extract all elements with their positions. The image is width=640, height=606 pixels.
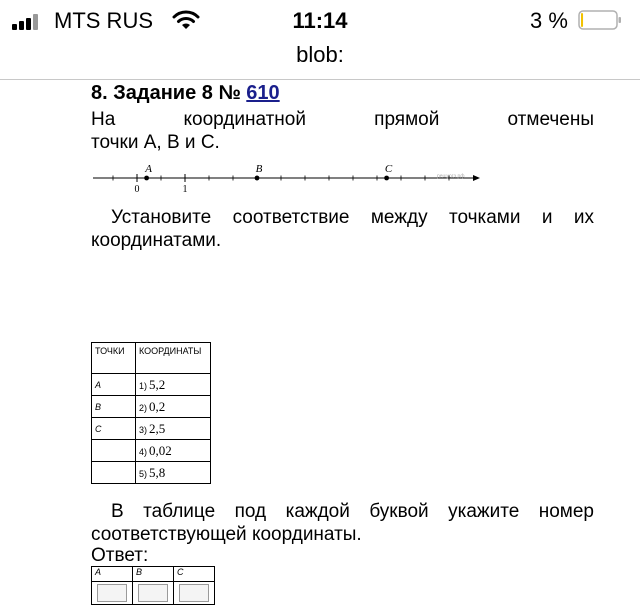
answer-header-a: A	[92, 567, 133, 582]
question-text: Установите соответствие между точками и их координатами.	[91, 207, 594, 251]
table-row	[92, 418, 211, 440]
intro-line-2: точки A, B и C.	[91, 132, 220, 153]
watermark: решуогэ.рф	[437, 173, 465, 180]
point-cell	[92, 440, 136, 462]
table-header-row	[92, 343, 211, 374]
answer-header-row	[92, 567, 215, 582]
task-content	[91, 80, 594, 252]
point-c	[384, 176, 389, 181]
answer-header-c: C	[174, 567, 215, 582]
carrier-name: MTS RUS	[54, 8, 153, 33]
battery-percentage: 3 %	[530, 8, 568, 33]
point-cell: C	[92, 418, 136, 440]
answer-input-b[interactable]	[138, 584, 168, 602]
table-row	[92, 440, 211, 462]
answer-label: Ответ:	[91, 545, 149, 566]
point-b	[255, 176, 260, 181]
point-cell: A	[92, 374, 136, 396]
clock: 11:14	[292, 8, 348, 33]
number-line-arrow	[473, 175, 480, 181]
coordinate-cell: 3) 2,5	[136, 418, 211, 440]
task-title	[91, 82, 594, 105]
battery-icon	[578, 10, 622, 30]
point-cell	[92, 462, 136, 484]
instruction-text: В таблице под каждой буквой укажите номер соответствующей координаты.	[91, 501, 594, 545]
point-label-c: C	[384, 163, 393, 175]
answer-input-a[interactable]	[97, 584, 127, 602]
address-bar[interactable]: blob:	[296, 42, 344, 67]
table-row	[92, 396, 211, 418]
point-label-a: A	[145, 163, 152, 175]
point-cell: B	[92, 396, 136, 418]
coordinate-cell: 1) 5,2	[136, 374, 211, 396]
header-coordinates: КООРДИНАТЫ	[136, 343, 211, 374]
answer-input-row	[92, 582, 215, 605]
point-label-b: B	[255, 163, 263, 175]
answer-header-b: B	[133, 567, 174, 582]
coordinate-cell: 5) 5,8	[136, 462, 211, 484]
coordinate-cell: 2) 0,2	[136, 396, 211, 418]
task-link[interactable]: 610	[246, 82, 280, 104]
status-bar	[0, 0, 640, 44]
answer-table	[91, 566, 215, 605]
tick-label: 0	[134, 184, 140, 192]
match-table	[91, 342, 211, 484]
task-number: 8. Задание 8 №	[91, 82, 247, 104]
answer-input-c[interactable]	[179, 584, 209, 602]
table-row	[92, 374, 211, 396]
tick-label: 1	[182, 184, 188, 192]
table-row	[92, 462, 211, 484]
point-a	[144, 176, 149, 181]
header-points: ТОЧКИ	[92, 343, 136, 374]
number-line	[91, 156, 481, 192]
intro-line-1: На координатной прямой отмечены	[91, 109, 594, 130]
coordinate-cell: 4) 0,02	[136, 440, 211, 462]
